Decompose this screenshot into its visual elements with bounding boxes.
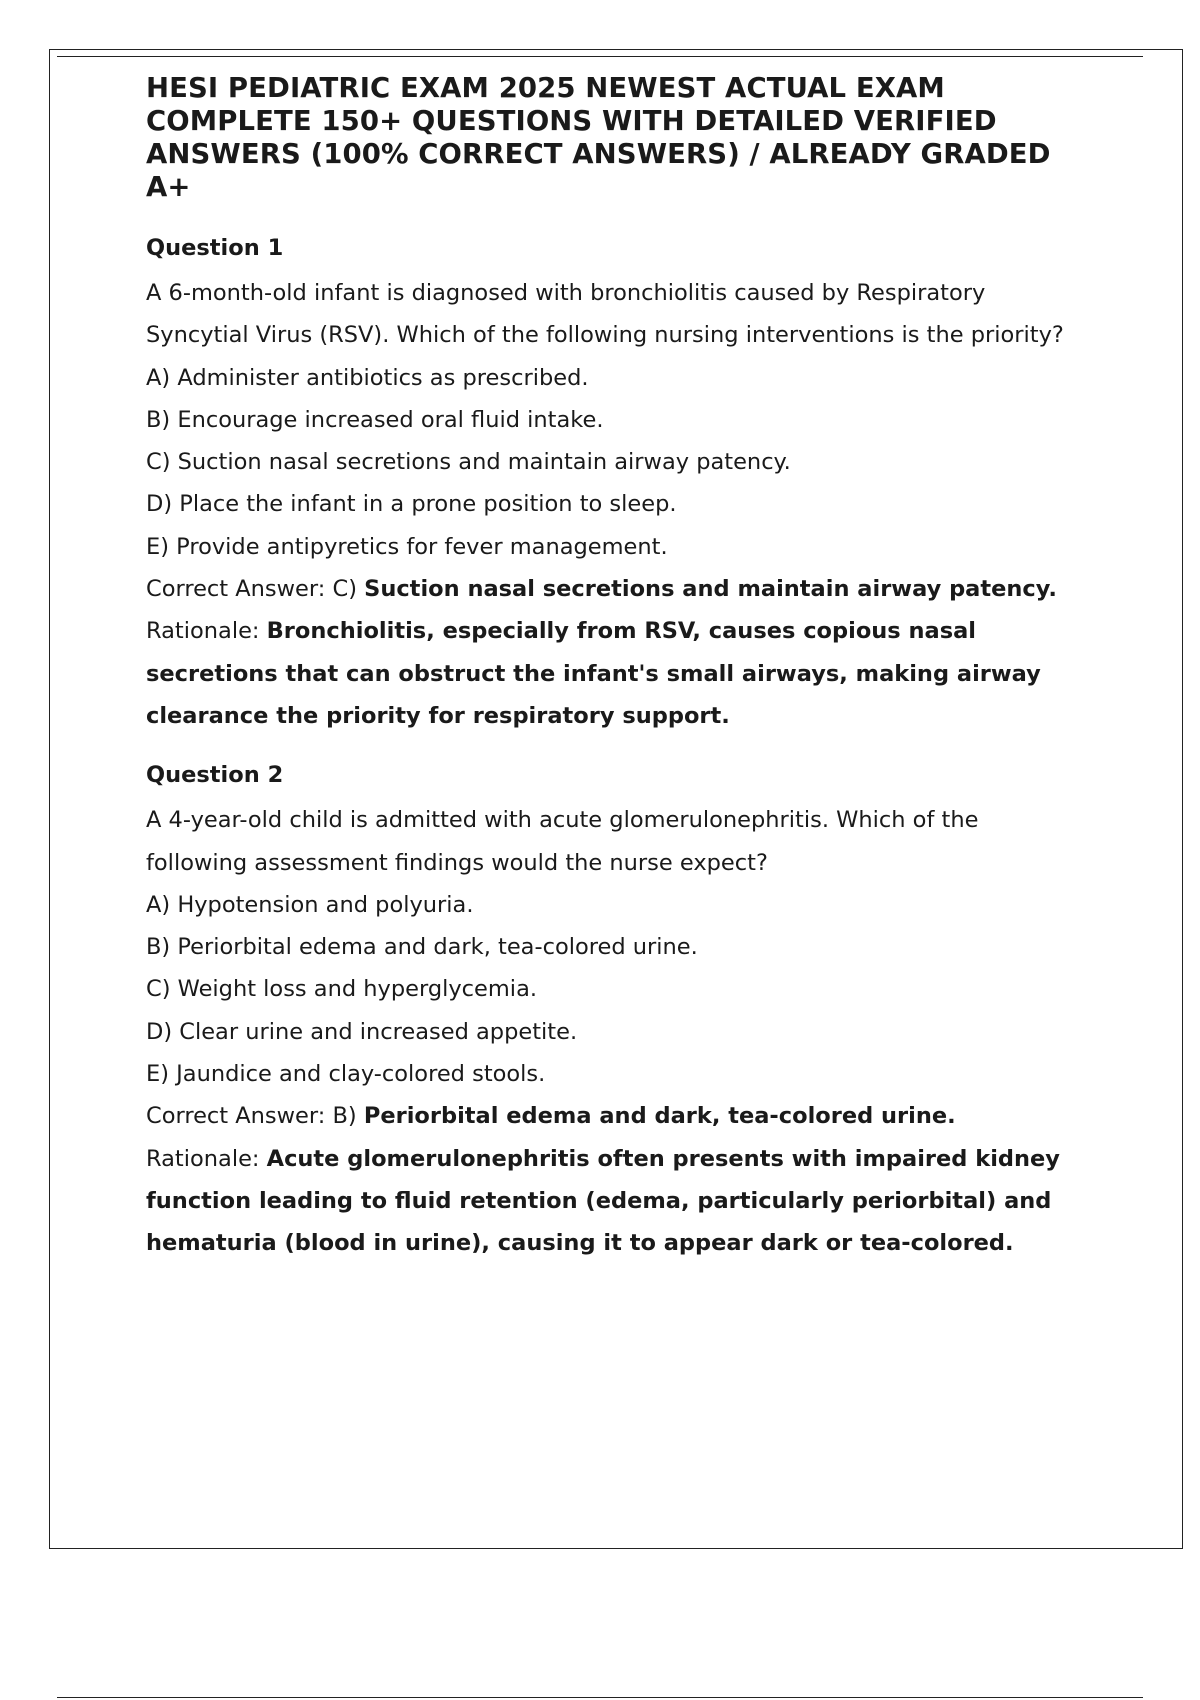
rationale [146,1138,1086,1265]
option-d: D) Clear urine and increased appetite. [146,1018,578,1045]
correct-answer-text: Periorbital edema and dark, tea-colored urine. [363,1103,956,1130]
question-block-1 [146,228,1086,737]
correct-answer-text: Suction nasal secretions and maintain airway patency. [364,576,1057,603]
option-c: C) Weight loss and hyperglycemia. [146,976,538,1003]
option-a: A) Administer antibiotics as prescribed. [146,364,589,391]
question-heading: Question 2 [146,762,284,789]
correct-answer [146,1095,1086,1137]
option-b: B) Encourage increased oral fluid intake. [146,406,604,433]
correct-answer-label: Correct Answer: C) [146,576,365,603]
document-title: HESI PEDIATRIC EXAM 2025 NEWEST ACTUAL EXAM COMPLETE 150+ QUESTIONS WITH DETAILED VERIFIED ANSWERS (100% CORRECT ANSWERS) / ALREADY GRADED A+ [146,72,1051,203]
top-rule [57,56,1143,57]
option-a: A) Hypotension and polyuria. [146,891,474,918]
option-b: B) Periorbital edema and dark, tea-colored urine. [146,934,698,961]
document-content [146,72,1086,1265]
question-heading: Question 1 [146,235,284,261]
correct-answer [146,568,1086,610]
rationale-label: Rationale: [146,1145,267,1172]
correct-answer-label: Correct Answer: B) [146,1103,364,1130]
rationale-text: Acute glomerulonephritis often presents with impaired kidney function leading to fluid retention (edema, particularly periorbital) and hematuria (blood in urine), causing it to appear dark or tea-colored. [146,1145,1060,1257]
option-c: C) Suction nasal secretions and maintain airway patency. [146,449,791,476]
rationale [146,610,1086,737]
rationale-label: Rationale: [146,618,267,645]
option-e: E) Jaundice and clay-colored stools. [146,1061,546,1088]
option-d: D) Place the infant in a prone position to sleep. [146,491,677,518]
question-text: A 4-year-old child is admitted with acute glomerulonephritis. Which of the following assessment findings would the nurse expect? [146,807,979,876]
rationale-text: Bronchiolitis, especially from RSV, causes copious nasal secretions that can obstruct the infant's small airways, making airway clearance the priority for respiratory support. [146,618,1041,729]
option-e: E) Provide antipyretics for fever management. [146,533,668,560]
question-text: A 6-month-old infant is diagnosed with bronchiolitis caused by Respiratory Syncytial Virus (RSV). Which of the following nursing interventions is the priority? [146,280,1064,349]
bottom-rule [57,1697,1143,1698]
question-block-2 [146,755,1086,1264]
